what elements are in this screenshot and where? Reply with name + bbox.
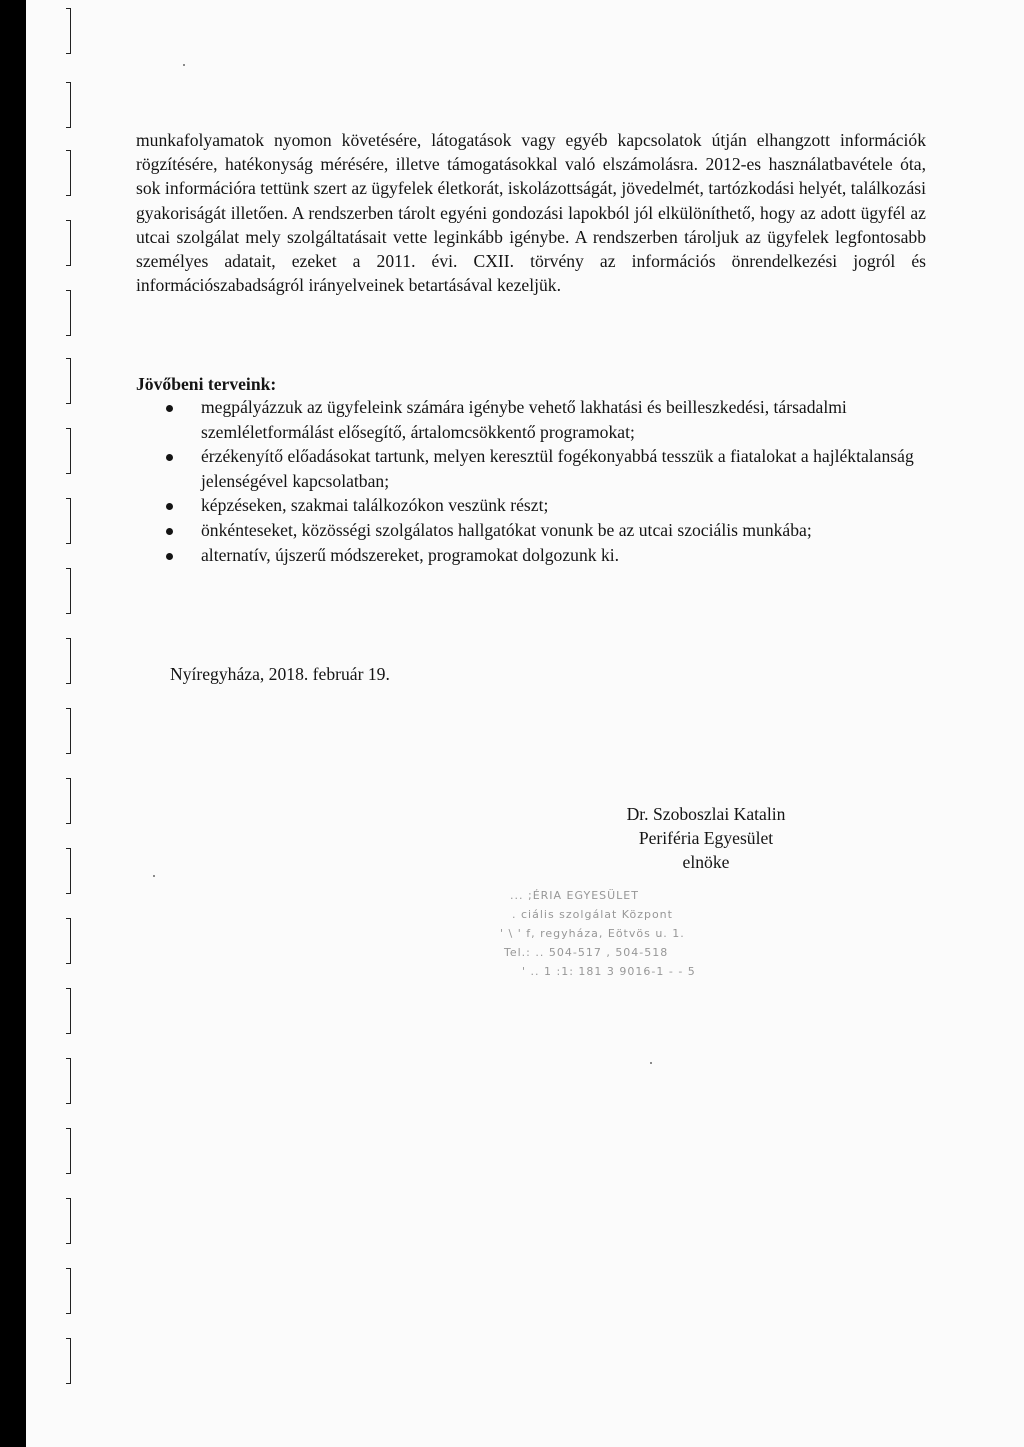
binding-mark <box>66 848 71 894</box>
signatory-name: Dr. Szoboszlai Katalin <box>626 804 786 824</box>
plans-list <box>162 395 928 567</box>
body-paragraph: munkafolyamatok nyomon követésére, látogatások vagy egyéb kapcsolatok útján elhangzott információk rögzítésére, hatékonyság mérésére, illetve támogatásokkal való elszámolásra. 2012-es használatbavétele óta, sok információra tettünk szert az ügyfelek életkorát, iskolázottságát, jövedelmét, tartózkodási helyét, találkozási gyakoriságát illetően. A rendszerben tárolt egyéni gondozási lapokból jól elkülöníthető, hogy az adott ügyfél az utcai szolgálat mely szolgáltatásait vette leginkább igénybe. A rendszerben tároljuk az ügyfelek legfontosabb személyes adatait, ezeket a 2011. évi. CXII. törvény az információs önrendelkezési jogról és információszabadságról irányelveinek betartásával kezeljük. <box>136 130 926 296</box>
signature-block <box>600 802 812 874</box>
signatory-organization: Periféria Egyesület <box>638 828 774 848</box>
binding-edge <box>26 0 50 1447</box>
binding-mark <box>66 778 71 824</box>
list-item: önkénteseket, közösségi szolgálatos hallgatókat vonunk be az utcai szociális munkába; <box>162 518 928 543</box>
list-item: érzékenyítő előadásokat tartunk, melyen keresztül fogékonyabbá tesszük a fiatalokat a hajléktalanság jelenségével kapcsolatban; <box>162 444 928 493</box>
list-item: megpályázzuk az ügyfeleink számára igénybe vehető lakhatási és beilleszkedési, társadalmi szemléletformálást elősegítő, ártalomcsökkentő programokat; <box>162 395 928 444</box>
binding-mark <box>66 1128 71 1174</box>
place-and-date: Nyíregyháza, 2018. február 19. <box>170 664 390 684</box>
scan-speck <box>183 64 185 66</box>
binding-mark <box>66 568 71 614</box>
organization-stamp <box>496 886 756 998</box>
binding-mark <box>66 1198 71 1244</box>
binding-mark <box>66 1058 71 1104</box>
stamp-line: Tel.: .. 504-517 , 504-518 <box>504 946 669 959</box>
stamp-line: ... ;ÉRIA EGYESÜLET <box>510 889 639 902</box>
binding-mark <box>66 150 71 196</box>
binding-mark <box>66 8 71 54</box>
binding-mark <box>66 220 71 266</box>
stamp-line: ' .. 1 :1: 181 3 9016-1 - - 5 <box>522 965 696 978</box>
binding-mark <box>66 358 71 404</box>
binding-mark <box>66 708 71 754</box>
scan-speck <box>650 1062 652 1064</box>
scan-speck <box>153 875 155 877</box>
binding-mark <box>66 1338 71 1384</box>
list-item: képzéseken, szakmai találkozókon veszünk részt; <box>162 493 928 518</box>
binding-mark <box>66 82 71 128</box>
binding-mark <box>66 498 71 544</box>
binding-mark <box>66 290 71 336</box>
stamp-line: . ciális szolgálat Központ <box>512 908 673 921</box>
binding-mark <box>66 918 71 964</box>
list-item: alternatív, újszerű módszereket, programokat dolgozunk ki. <box>162 543 928 568</box>
plans-heading: Jövőbeni terveink: <box>136 374 277 394</box>
binding-mark <box>66 988 71 1034</box>
binding-mark <box>66 638 71 684</box>
binding-mark <box>66 428 71 474</box>
signatory-role: elnöke <box>682 852 730 872</box>
stamp-line: ' \ ' f, regyháza, Eötvös u. 1. <box>500 927 685 940</box>
binding-mark <box>66 1268 71 1314</box>
